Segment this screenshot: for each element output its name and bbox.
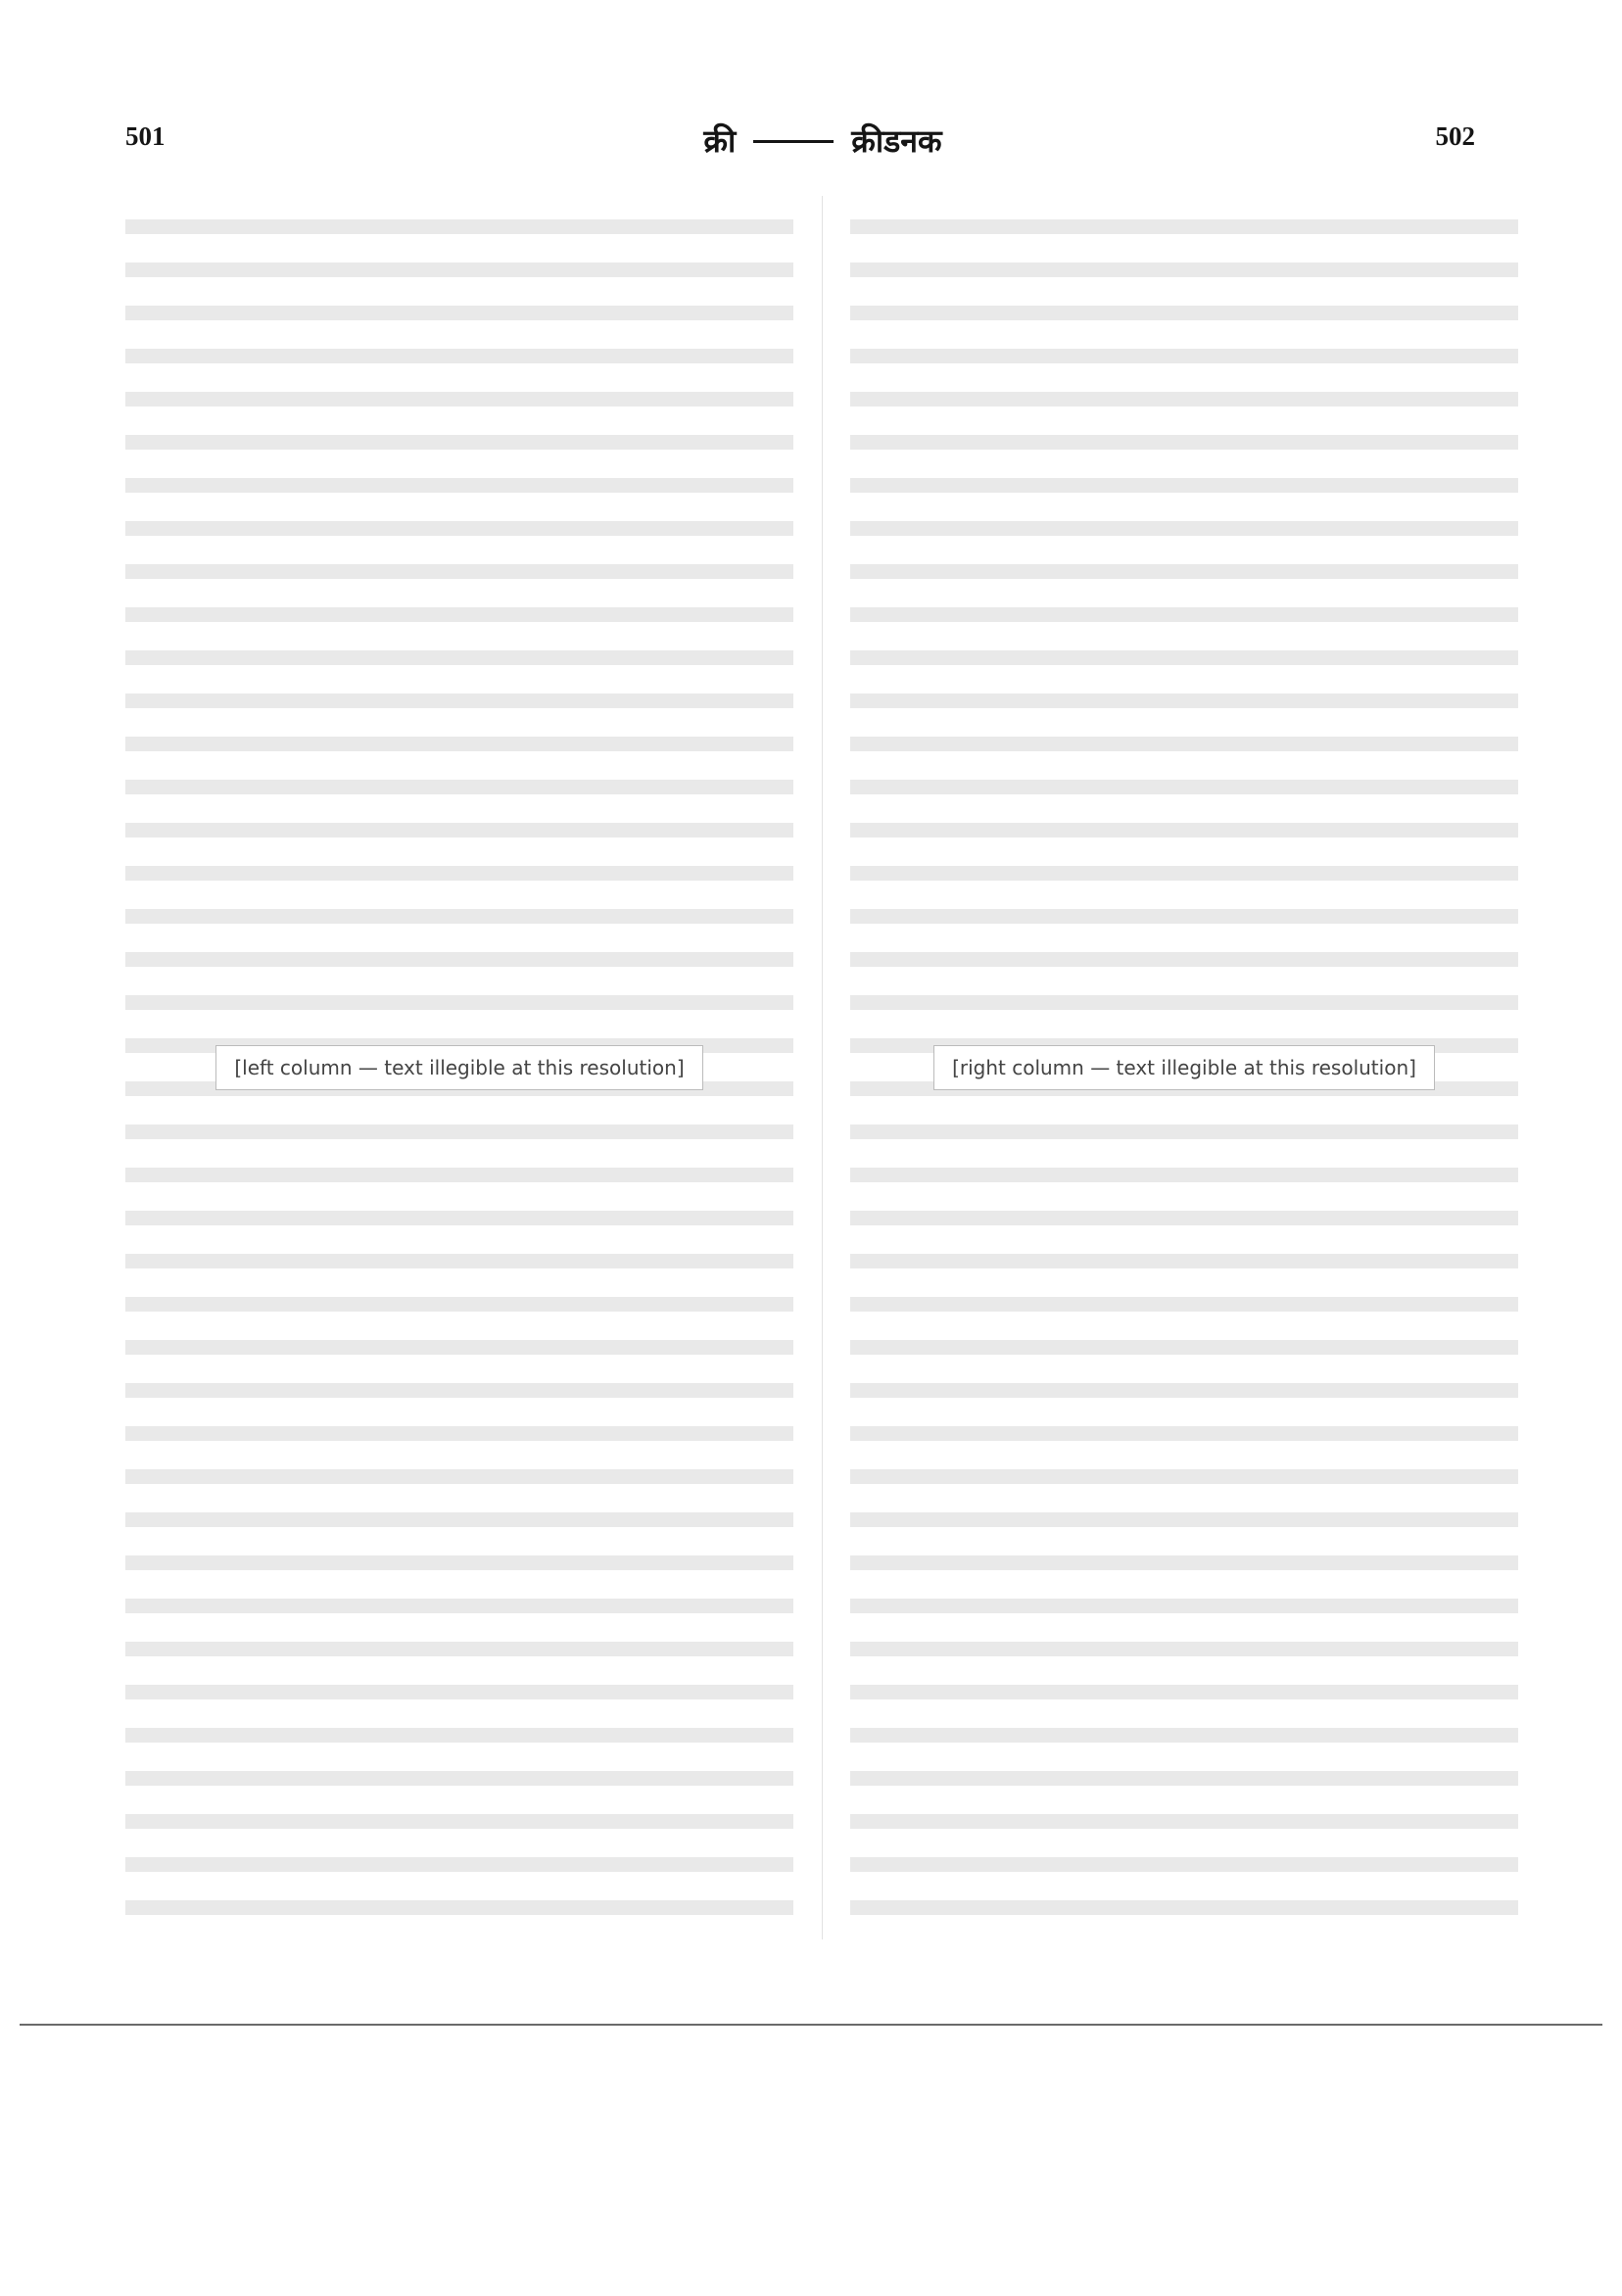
left-column <box>125 196 793 1939</box>
left-page-number: 501 <box>125 121 166 151</box>
running-head-dash <box>753 140 834 143</box>
right-column <box>850 196 1518 1939</box>
running-head-end: क्रीडनक <box>851 122 942 160</box>
left-column-note: [left column — text illegible at this resolution] <box>215 1045 702 1090</box>
column-divider <box>822 196 823 1939</box>
right-column-note: [right column — text illegible at this resolution] <box>933 1045 1435 1090</box>
running-head <box>549 122 1097 160</box>
right-page-number: 502 <box>1435 121 1475 151</box>
bottom-rule <box>20 2024 1602 2026</box>
running-head-start: क्री <box>703 122 737 160</box>
